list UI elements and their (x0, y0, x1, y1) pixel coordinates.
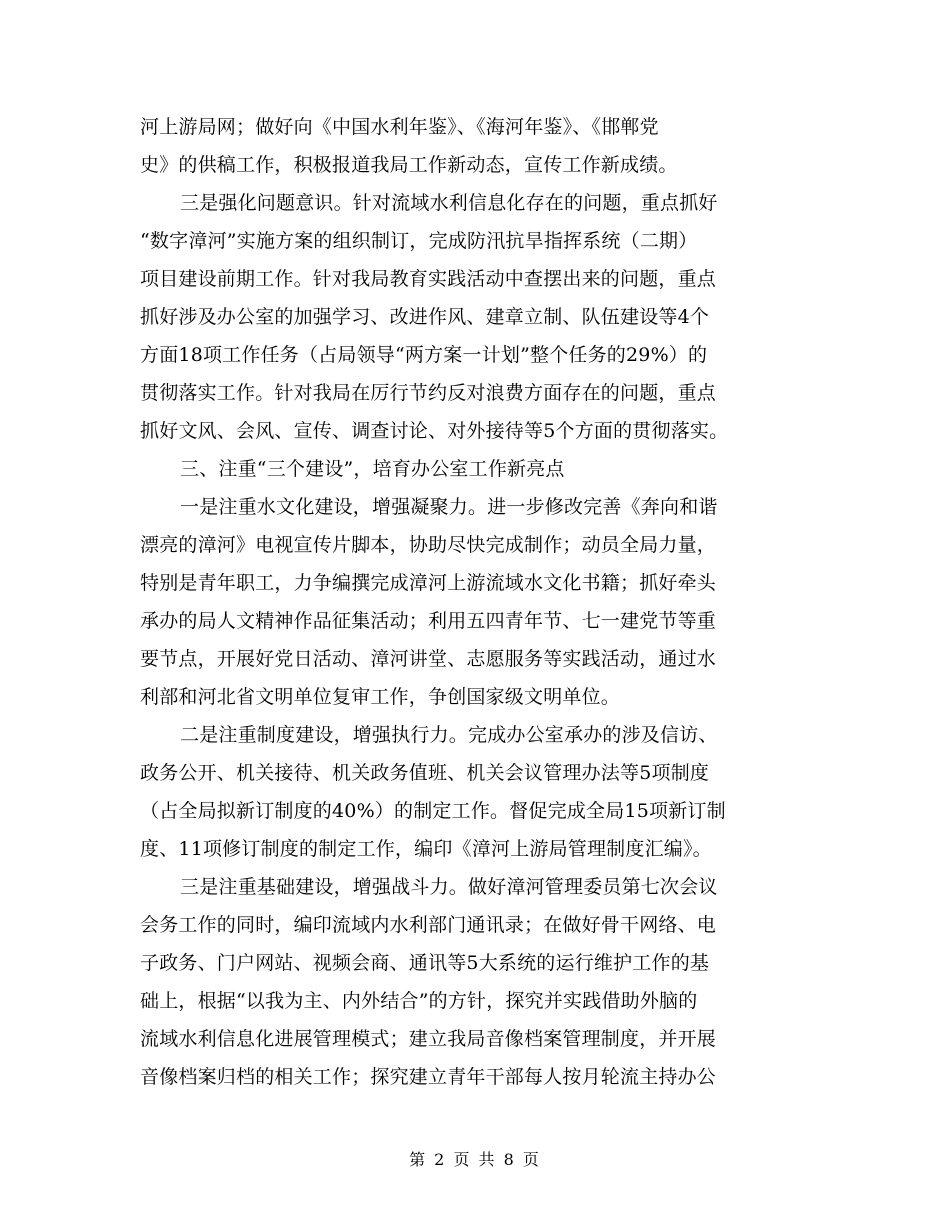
text-line: 二是注重制度建设，增强执行力。完成办公室承办的涉及信访、 (180, 724, 718, 746)
text-line: 要节点，开展好党日活动、漳河讲堂、志愿服务等实践活动，通过水 (140, 648, 717, 670)
document-body (140, 108, 810, 1096)
text-line: 抓好文风、会风、宣传、调查讨论、对外接待等5个方面的贯彻落实。 (140, 420, 729, 442)
text-line: 会务工作的同时，编印流域内水利部门通讯录；在做好骨干网络、电 (140, 914, 717, 936)
text-line: 河上游局网；做好向《中国水利年鉴》、《海河年鉴》、《邯郸党 (140, 116, 659, 138)
text-line: 音像档案归档的相关工作；探究建立青年干部每人按月轮流主持办公 (140, 1066, 717, 1088)
text-line: 流域水利信息化进展管理模式；建立我局音像档案管理制度，并开展 (140, 1028, 717, 1050)
text-line: 抓好涉及办公室的加强学习、改进作风、建章立制、队伍建设等4个 (140, 306, 710, 328)
text-line: “数字漳河”实施方案的组织制订，完成防汛抗旱指挥系统（二期） (140, 230, 698, 252)
text-line: 承办的局人文精神作品征集活动；利用五四青年节、七一建党节等重 (140, 610, 717, 632)
text-line: 三是强化问题意识。针对流域水利信息化存在的问题，重点抓好 (180, 192, 718, 214)
text-line: （占全局拟新订制度的40%）的制定工作。督促完成全局15项新订制 (140, 800, 726, 822)
text-line: 特别是青年职工，力争编撰完成漳河上游流域水文化书籍；抓好牵头 (140, 572, 717, 594)
text-line: 础上，根据“以我为主、内外结合”的方针，探究并实践借助外脑的 (140, 990, 698, 1012)
text-line: 政务公开、机关接待、机关政务值班、机关会议管理办法等5项制度 (140, 762, 710, 784)
text-line: 一是注重水文化建设，增强凝聚力。进一步修改完善《奔向和谐 (180, 496, 718, 518)
page-number-footer: 第 2 页 共 8 页 (409, 1150, 541, 1169)
text-line: 子政务、门户网站、视频会商、通讯等5大系统的运行维护工作的基 (140, 952, 710, 974)
text-line: 贯彻落实工作。针对我局在厉行节约反对浪费方面存在的问题，重点 (140, 382, 717, 404)
text-line: 三、注重“三个建设”，培育办公室工作新亮点 (180, 458, 565, 480)
text-line: 度、11项修订制度的制定工作，编印《漳河上游局管理制度汇编》。 (140, 838, 712, 860)
text-line: 项目建设前期工作。针对我局教育实践活动中查摆出来的问题，重点 (140, 268, 717, 290)
text-line: 方面18项工作任务（占局领导“两方案一计划”整个任务的29%）的 (140, 344, 708, 366)
text-line: 三是注重基础建设，增强战斗力。做好漳河管理委员第七次会议 (180, 876, 718, 898)
text-line: 漂亮的漳河》电视宣传片脚本，协助尽快完成制作；动员全局力量， (140, 534, 717, 556)
text-line: 利部和河北省文明单位复审工作，争创国家级文明单位。 (140, 686, 621, 708)
text-line: 史》的供稿工作，积极报道我局工作新动态，宣传工作新成绩。 (140, 154, 678, 176)
